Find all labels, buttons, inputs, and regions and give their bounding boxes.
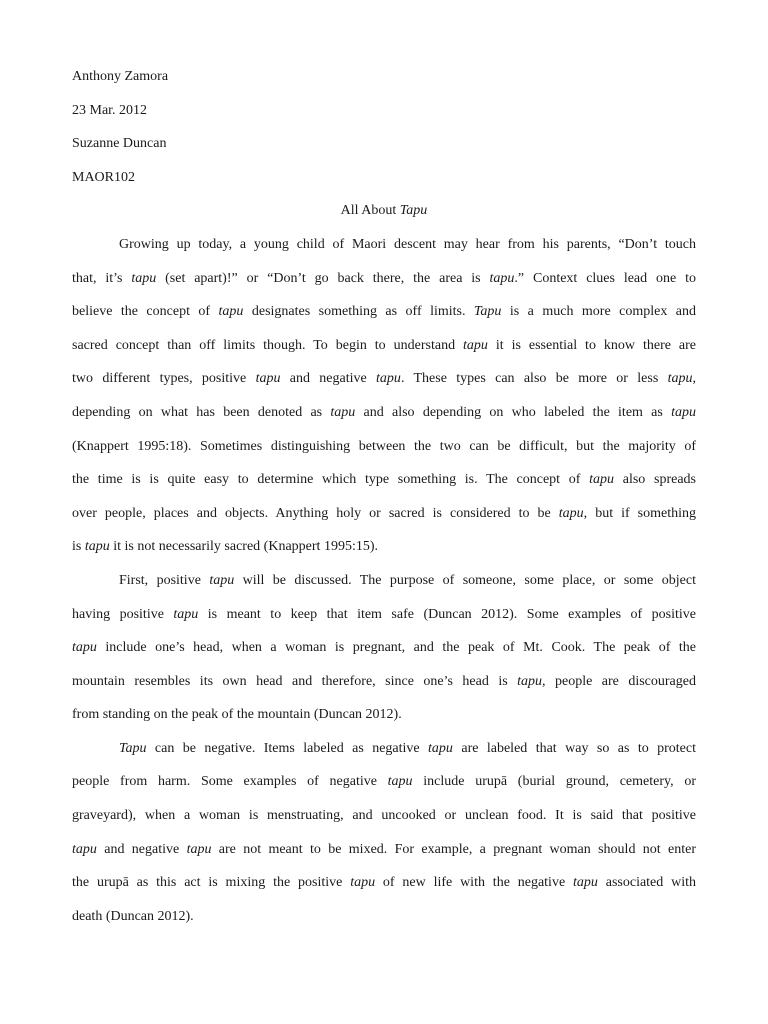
italic-term: tapu [330, 404, 356, 420]
italic-term: Tapu [473, 304, 502, 320]
italic-term: tapu [131, 270, 157, 286]
text-run: First, positive [119, 572, 210, 588]
paragraph-line [72, 698, 696, 732]
title-prefix: All About [340, 203, 400, 219]
text-run: the urupā as this act is mixing the positive [72, 875, 351, 891]
paragraph-line [72, 564, 696, 598]
text-run: from standing on the peak of the mountain (Duncan 2012). [72, 707, 402, 723]
text-run: .” Context clues lead one to [514, 270, 696, 286]
text-run: is [72, 539, 85, 555]
text-run: death (Duncan 2012). [72, 908, 194, 924]
paragraph-line [72, 295, 696, 329]
italic-term: tapu [173, 606, 199, 622]
text-run: and also depending on who labeled the item as [355, 404, 672, 420]
paragraph-line [72, 833, 696, 867]
text-run: is meant to keep that item safe (Duncan 2012). Some examples of positive [198, 606, 696, 622]
title-italic: Tapu [399, 203, 428, 219]
text-run: Growing up today, a young child of Maori descent may hear from his parents, “Don’t touch [119, 236, 696, 252]
italic-term: tapu [387, 774, 413, 790]
text-run: is a much more complex and [501, 304, 696, 320]
text-run: also spreads [614, 472, 696, 488]
italic-term: tapu [667, 371, 693, 387]
text-run: , but if something [583, 505, 696, 521]
italic-term: tapu [255, 371, 281, 387]
italic-term: tapu [489, 270, 515, 286]
text-run: graveyard), when a woman is menstruating, and uncooked or unclean food. It is said that positive [72, 808, 696, 824]
italic-term: tapu [186, 841, 212, 857]
text-run: , people are discouraged [542, 673, 696, 689]
text-run: people from harm. Some examples of negative [72, 774, 388, 790]
text-run: two different types, positive [72, 371, 256, 387]
text-run: having positive [72, 606, 174, 622]
text-run: it is essential to know there are [487, 337, 696, 353]
body-paragraph [72, 732, 696, 934]
text-run: depending on what has been denoted as [72, 404, 331, 420]
italic-term: tapu [671, 404, 696, 420]
body-paragraph [72, 564, 696, 732]
document-title [72, 194, 696, 228]
italic-term: tapu [72, 841, 97, 857]
text-run: and negative [96, 841, 187, 857]
text-run: , [692, 371, 696, 387]
text-run: and negative [280, 371, 377, 387]
text-run: include urupā (burial ground, cemetery, or [412, 774, 696, 790]
instructor-name: Suzanne Duncan [72, 136, 167, 152]
body-paragraph [72, 228, 696, 564]
text-run: the time is is quite easy to determine which type something is. The concept of [72, 472, 590, 488]
paragraph-line [72, 631, 696, 665]
document-date: 23 Mar. 2012 [72, 102, 148, 118]
text-run: of new life with the negative [375, 875, 574, 891]
paragraph-line [72, 530, 696, 564]
paragraph-line [72, 463, 696, 497]
paragraph-line [72, 866, 696, 900]
text-run: that, it’s [72, 270, 132, 286]
italic-term: tapu [84, 539, 110, 555]
text-run: it is not necessarily sacred (Knappert 1995:15). [109, 539, 378, 555]
italic-term: tapu [517, 673, 543, 689]
italic-term: tapu [209, 572, 235, 588]
text-run: sacred concept than off limits though. To begin to understand [72, 337, 464, 353]
author-name: Anthony Zamora [72, 69, 169, 84]
text-run: will be discussed. The purpose of someone, some place, or some object [234, 572, 696, 588]
body-text [72, 228, 696, 933]
paragraph-line [72, 396, 696, 430]
paragraph-line [72, 665, 696, 699]
paragraph-line [72, 900, 696, 934]
paragraph-line [72, 765, 696, 799]
text-run: mountain resembles its own head and therefore, since one’s head is [72, 673, 518, 689]
paragraph-line [72, 228, 696, 262]
italic-term: tapu [376, 371, 401, 387]
text-run: . These types can also be more or less [400, 371, 668, 387]
text-run: (Knappert 1995:18). Sometimes distinguishing between the two can be difficult, but the majority of [72, 438, 696, 454]
text-run: can be negative. Items labeled as negative [146, 740, 429, 756]
text-run: associated with [597, 875, 697, 891]
italic-term: tapu [463, 337, 488, 353]
text-run: are labeled that way so as to protect [452, 740, 696, 756]
text-run: (set apart)!” or “Don’t go back there, the area is [156, 270, 490, 286]
paragraph-line [72, 329, 696, 363]
course-code: MAOR102 [72, 169, 136, 185]
text-run: over people, places and objects. Anything holy or sacred is considered to be [72, 505, 559, 521]
paragraph-line [72, 598, 696, 632]
paragraph-line [72, 732, 696, 766]
italic-term: tapu [573, 875, 598, 891]
italic-term: tapu [558, 505, 584, 521]
italic-term: Tapu [119, 740, 147, 756]
paragraph-line [72, 497, 696, 531]
text-run: designates something as off limits. [243, 304, 474, 320]
italic-term: tapu [350, 875, 376, 891]
paragraph-line [72, 362, 696, 396]
italic-term: tapu [218, 304, 244, 320]
text-run: include one’s head, when a woman is pregnant, and the peak of Mt. Cook. The peak of the [96, 640, 696, 656]
text-run: are not meant to be mixed. For example, a pregnant woman should not enter [211, 841, 696, 857]
paragraph-line [72, 430, 696, 464]
italic-term: tapu [72, 640, 97, 656]
text-run: believe the concept of [72, 304, 219, 320]
paragraph-line [72, 799, 696, 833]
paragraph-line [72, 262, 696, 296]
italic-term: tapu [589, 472, 615, 488]
italic-term: tapu [428, 740, 453, 756]
